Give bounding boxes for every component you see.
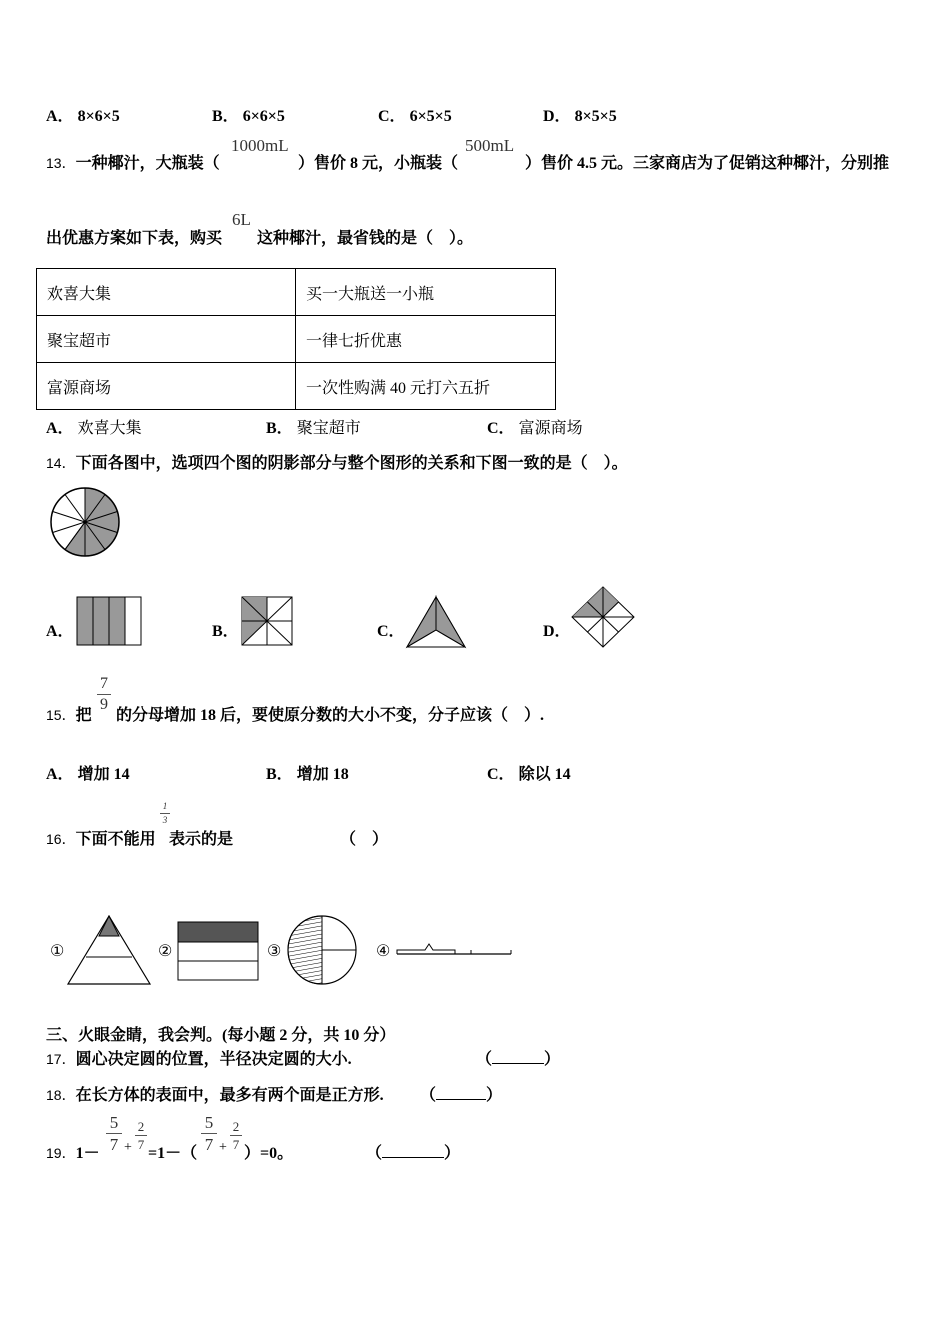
q13-line1: 13．一种椰汁，大瓶装（ — [46, 155, 220, 172]
store-cell: 欢喜大集 — [37, 269, 296, 316]
q13-line1c: ）售价 4.5 元。三家商店为了促销这种椰汁，分别推 — [525, 155, 890, 172]
q15-question-a: 15．把 — [46, 707, 92, 724]
q12-option-d: D． 8×5×5 — [543, 108, 617, 125]
q16-triangle-figure — [66, 914, 152, 986]
q13-option-b: B． 聚宝超市 — [266, 420, 361, 437]
q13-big-volume: 1000mL — [231, 136, 289, 155]
q15-fraction: 7 9 — [97, 676, 111, 713]
q14-option-b-label: B． — [212, 623, 239, 640]
offer-cell: 一律七折优惠 — [296, 316, 556, 363]
q16-question-a: 16．下面不能用 — [46, 831, 156, 848]
q19-answer-blank[interactable]: （ ） — [366, 1145, 461, 1162]
q13-line1b: ）售价 8 元，小瓶装（ — [298, 155, 459, 172]
q13-offer-table — [36, 268, 556, 410]
q19-plus-2: + — [219, 1140, 227, 1155]
q19-question-b: =1－（ — [148, 1145, 198, 1162]
q19-fraction-3: 5 7 — [201, 1114, 217, 1153]
q19-fraction-1: 5 7 — [106, 1114, 122, 1153]
q15-option-b: B． 增加 18 — [266, 766, 349, 783]
q18-answer-blank[interactable]: （ ） — [420, 1087, 503, 1104]
q12-option-c: C． 6×5×5 — [378, 108, 452, 125]
q19-plus-1: + — [124, 1140, 132, 1155]
q16-label-3: ③ — [267, 943, 282, 960]
q13-line2b: 这种椰汁，最省钱的是（ ）。 — [257, 230, 474, 247]
q16-label-4: ④ — [376, 943, 391, 960]
q17-question: 17．圆心决定圆的位置，半径决定圆的大小. — [46, 1051, 352, 1068]
q14-option-c-figure — [407, 597, 467, 649]
q14-question: 14．下面各图中，选项四个图的阴影部分与整个图形的关系和下图一致的是（ ）。 — [46, 455, 628, 472]
table-row — [37, 269, 556, 316]
q16-circle-figure — [286, 914, 360, 986]
q15-question-b: 的分母增加 18 后，要使原分数的大小不变，分子应该（ ）. — [116, 707, 545, 724]
q14-option-d-label: D． — [543, 623, 571, 640]
section3-title: 三、火眼金睛，我会判。(每小题 2 分，共 10 分） — [46, 1027, 396, 1044]
q16-rectangle-figure — [177, 921, 259, 983]
q14-option-b-figure — [242, 597, 294, 647]
q19-fraction-4: 2 7 — [230, 1120, 242, 1151]
table-row — [37, 316, 556, 363]
q16-question-b: 表示的是 — [169, 831, 234, 848]
q13-option-c: C． 富源商场 — [487, 420, 583, 437]
q17-answer-blank[interactable]: （ ） — [476, 1051, 561, 1068]
q13-small-volume: 500mL — [465, 136, 515, 155]
q16-label-2: ② — [158, 943, 173, 960]
offer-cell: 一次性购满 40 元打六五折 — [296, 363, 556, 410]
q13-option-a: A． 欢喜大集 — [46, 420, 142, 437]
q14-option-a-label: A． — [46, 623, 74, 640]
q14-option-d-figure — [570, 587, 636, 649]
offer-cell: 买一大瓶送一小瓶 — [296, 269, 556, 316]
q13-buy-amount: 6L — [232, 210, 251, 229]
q14-option-a-figure — [77, 597, 143, 647]
q12-option-b: B． 6×6×5 — [212, 108, 285, 125]
table-row — [37, 363, 556, 410]
q15-option-a: A． 增加 14 — [46, 766, 130, 783]
q19-fraction-2: 2 7 — [135, 1120, 147, 1151]
q14-option-c-label: C． — [377, 623, 405, 640]
store-cell: 富源商场 — [37, 363, 296, 410]
q14-reference-circle — [48, 486, 122, 558]
q16-label-1: ① — [50, 943, 65, 960]
q18-question: 18．在长方体的表面中，最多有两个面是正方形. — [46, 1087, 384, 1104]
q19-question-c: ）=0。 — [244, 1145, 294, 1162]
q13-line2: 出优惠方案如下表，购买 — [46, 230, 223, 247]
q16-fraction: 1 3 — [160, 802, 170, 825]
store-cell: 聚宝超市 — [37, 316, 296, 363]
q19-question-a: 19．1－ — [46, 1145, 100, 1162]
q16-line-segment-figure — [395, 940, 515, 960]
q15-option-c: C． 除以 14 — [487, 766, 571, 783]
q12-option-a: A． 8×6×5 — [46, 108, 120, 125]
q16-answer-paren: （ ） — [340, 831, 389, 848]
